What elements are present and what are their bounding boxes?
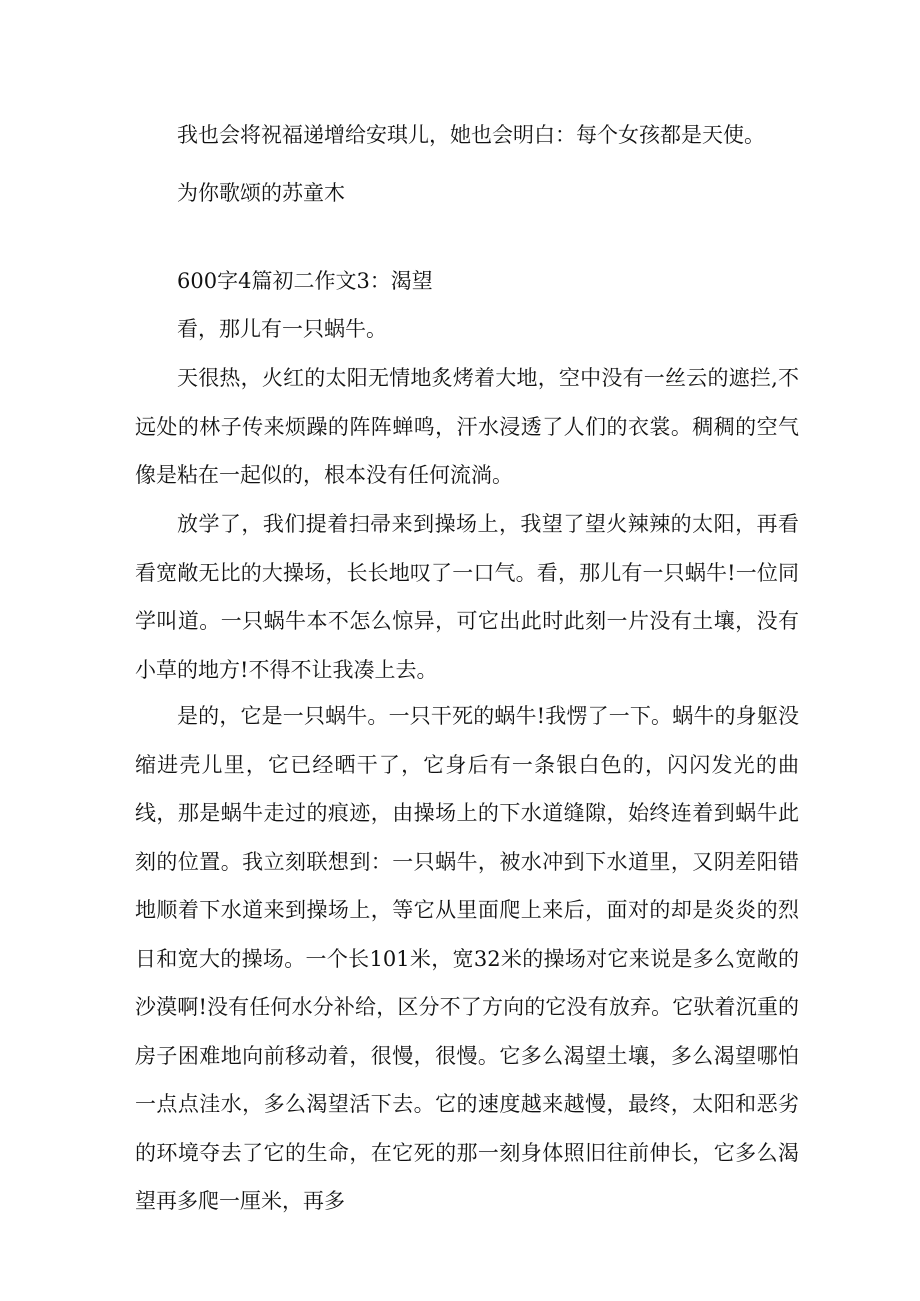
paragraph-1: 天很热，火红的太阳无情地炙烤着大地，空中没有一丝云的遮拦,不远处的林子传来烦躁的阵阵蝉鸣，汗水浸透了人们的衣裳。稠稠的空气像是粘在一起似的，根本没有任何流淌。 [135, 366, 799, 487]
section-title: 600字4篇初二作文3：渴望 [177, 269, 433, 293]
closing-line: 我也会将祝福递增给安琪儿，她也会明白：每个女孩都是天使。 [177, 123, 765, 147]
paragraph-2: 放学了，我们提着扫帚来到操场上，我望了望火辣辣的太阳，再看看宽敞无比的大操场，长长地叹了一口气。看，那儿有一只蜗牛!一位同学叫道。一只蜗牛本不怎么惊异，可它出此时此刻一片没有土壤，没有小草的地方!不得不让我凑上去。 [135, 512, 799, 682]
paragraph-3: 是的，它是一只蜗牛。一只干死的蜗牛!我愣了一下。蜗牛的身躯没缩进壳儿里，它已经晒干了，它身后有一条银白色的，闪闪发光的曲线，那是蜗牛走过的痕迹，由操场上的下水道缝隙，始终连着到蜗牛此刻的位置。我立刻联想到：一只蜗牛，被水冲到下水道里，又阴差阳错地顺着下水道来到操场上，等它从里面爬上来后，面对的却是炎炎的烈日和宽大的操场。一个长101米，宽32米的操场对它来说是多么宽敞的沙漠啊!没有任何水分补给，区分不了方向的它没有放弃。它驮着沉重的房子困难地向前移动着，很慢，很慢。它多么渴望土壤，多么渴望哪怕一点点洼水，多么渴望活下去。它的速度越来越慢，最终，太阳和恶劣的环境夺去了它的生命，在它死的那一刻身体照旧往前伸长，它多么渴望再多爬一厘米，再多 [135, 704, 799, 1213]
author-line: 为你歌颂的苏童木 [177, 181, 345, 205]
opening-line: 看，那儿有一只蜗牛。 [177, 317, 387, 341]
